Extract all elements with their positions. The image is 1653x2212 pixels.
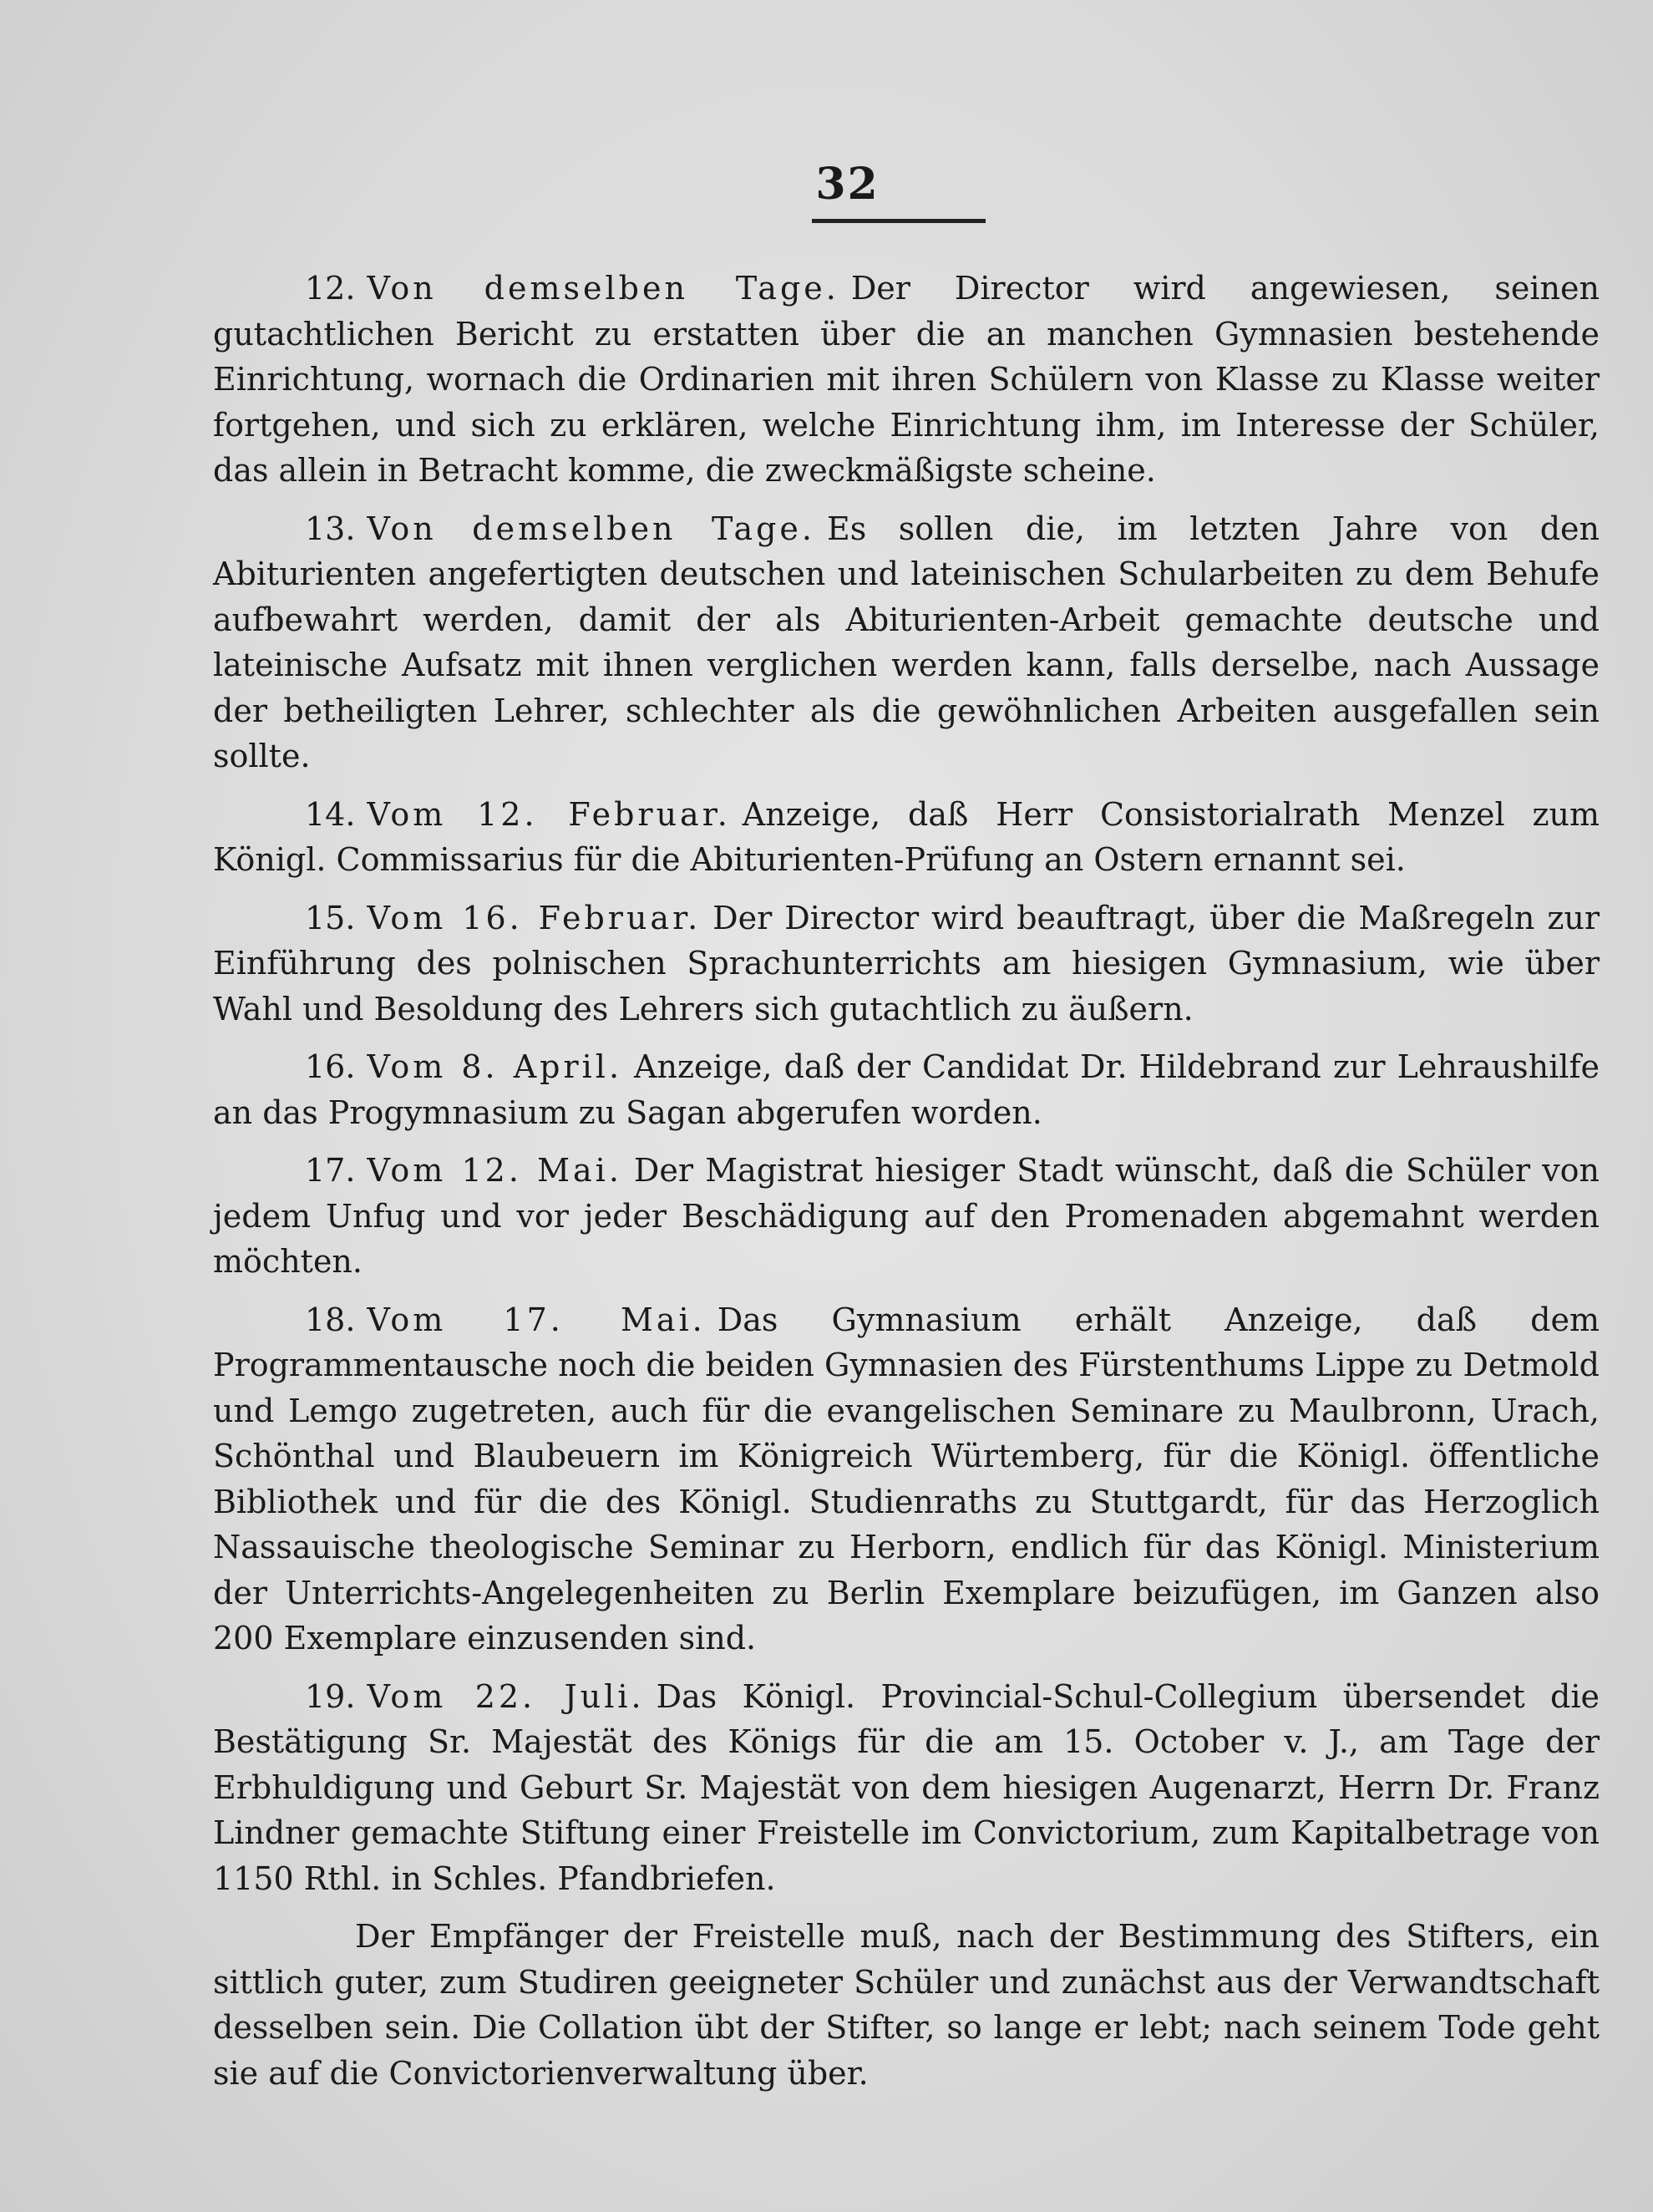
closing-paragraph: Der Empfänger der Freistelle muß, nach der Bestimmung des Stifters, ein sittlich guter, zum Studiren geeigneter Schüler und zunächst aus der Verwandtschaft desselben sein. Die Collation übt der Stifter, so lange er lebt; nach seinem Tode geht sie auf die Convictorienverwaltung über.: [213, 1918, 1600, 2092]
entry-date: Vom 22. Juli.: [367, 1677, 645, 1715]
entry-13: [213, 506, 1600, 779]
entry-date: Vom 17. Mai.: [367, 1301, 706, 1338]
entry-date: Vom 8. April.: [367, 1048, 623, 1085]
entry-16: [213, 1044, 1600, 1135]
entry-date: Von demselben Tage.: [367, 510, 815, 547]
entry-date: Von demselben Tage.: [367, 270, 839, 307]
entry-number: 15.: [305, 899, 356, 936]
entry-date: Vom 12. Februar.: [367, 795, 731, 833]
entry-date: Vom 16. Februar.: [367, 899, 702, 936]
document-body: [213, 266, 1600, 2096]
entry-number: 18.: [305, 1301, 356, 1338]
header-rule: [812, 219, 986, 223]
entry-18: [213, 1297, 1600, 1662]
entry-number: 13.: [305, 510, 356, 547]
entry-text: Der Director wird beauftragt, über die Maßregeln zur Einführung des polnischen Sprachunterrichts am hiesigen Gymnasium, wie über Wahl und Besoldung des Lehrers sich gutachtlich zu äußern.: [213, 899, 1600, 1027]
entry-19: [213, 1674, 1600, 1902]
entry-text: Anzeige, daß der Candidat Dr. Hildebrand zur Lehraushilfe an das Progymnasium zu Sagan abgerufen worden.: [213, 1048, 1600, 1131]
entry-number: 17.: [305, 1152, 356, 1189]
entry-15: [213, 895, 1600, 1032]
entry-text: Der Director wird angewiesen, seinen gutachtlichen Bericht zu erstatten über die an manchen Gymnasien bestehende Einrichtung, wornach die Ordinarien mit ihren Schülern von Klasse zu Klasse weiter fortgehen, und sich zu erklären, welche Einrichtung ihm, im Interesse der Schüler, das allein in Betracht komme, die zweckmäßigste scheine.: [213, 270, 1600, 489]
entry-number: 19.: [305, 1677, 356, 1715]
entry-text: Es sollen die, im letzten Jahre von den Abiturienten angefertigten deutschen und lateinischen Schularbeiten zu dem Behufe aufbewahrt werden, damit der als Abiturienten-Arbeit gemachte deutsche und lateinische Aufsatz mit ihnen verglichen werden kann, falls derselbe, nach Aussage der betheiligten Lehrer, schlechter als die gewöhnlichen Arbeiten ausgefallen sein sollte.: [213, 510, 1600, 774]
entry-text: Der Magistrat hiesiger Stadt wünscht, daß die Schüler von jedem Unfug und vor jeder Beschädigung auf den Promenaden abgemahnt werden möchten.: [213, 1152, 1600, 1280]
entry-12: [213, 266, 1600, 494]
entry-14: [213, 792, 1600, 883]
entry-text: Das Königl. Provincial-Schul-Collegium übersendet die Bestätigung Sr. Majestät des Königs für die am 15. October v. J., am Tage der Erbhuldigung und Geburt Sr. Majestät von dem hiesigen Augenarzt, Herrn Dr. Franz Lindner gemachte Stiftung einer Freistelle im Convictorium, zum Kapitalbetrage von 1150 Rthl. in Schles. Pfandbriefen.: [213, 1677, 1600, 1897]
page-number: 32: [815, 159, 880, 210]
entry-number: 12.: [305, 270, 356, 307]
entry-text: Das Gymnasium erhält Anzeige, daß dem Programmentausche noch die beiden Gymnasien des Fürstenthums Lippe zu Detmold und Lemgo zugetreten, auch für die evangelischen Seminare zu Maulbronn, Urach, Schönthal und Blaubeuern im Königreich Würtemberg, für die Königl. öffentliche Bibliothek und für die des Königl. Studienraths zu Stuttgardt, für das Herzoglich Nassauische theologische Seminar zu Herborn, endlich für das Königl. Ministerium der Unterrichts-Angelegenheiten zu Berlin Exemplare beizufügen, im Ganzen also 200 Exemplare einzusenden sind.: [213, 1301, 1600, 1656]
entry-number: 16.: [305, 1048, 356, 1085]
entry-number: 14.: [305, 795, 356, 833]
entry-text: Anzeige, daß Herr Consistorialrath Menzel zum Königl. Commissarius für die Abiturienten-Prüfung an Ostern ernannt sei.: [213, 795, 1600, 878]
entry-17: [213, 1148, 1600, 1285]
entry-date: Vom 12. Mai.: [367, 1152, 622, 1189]
